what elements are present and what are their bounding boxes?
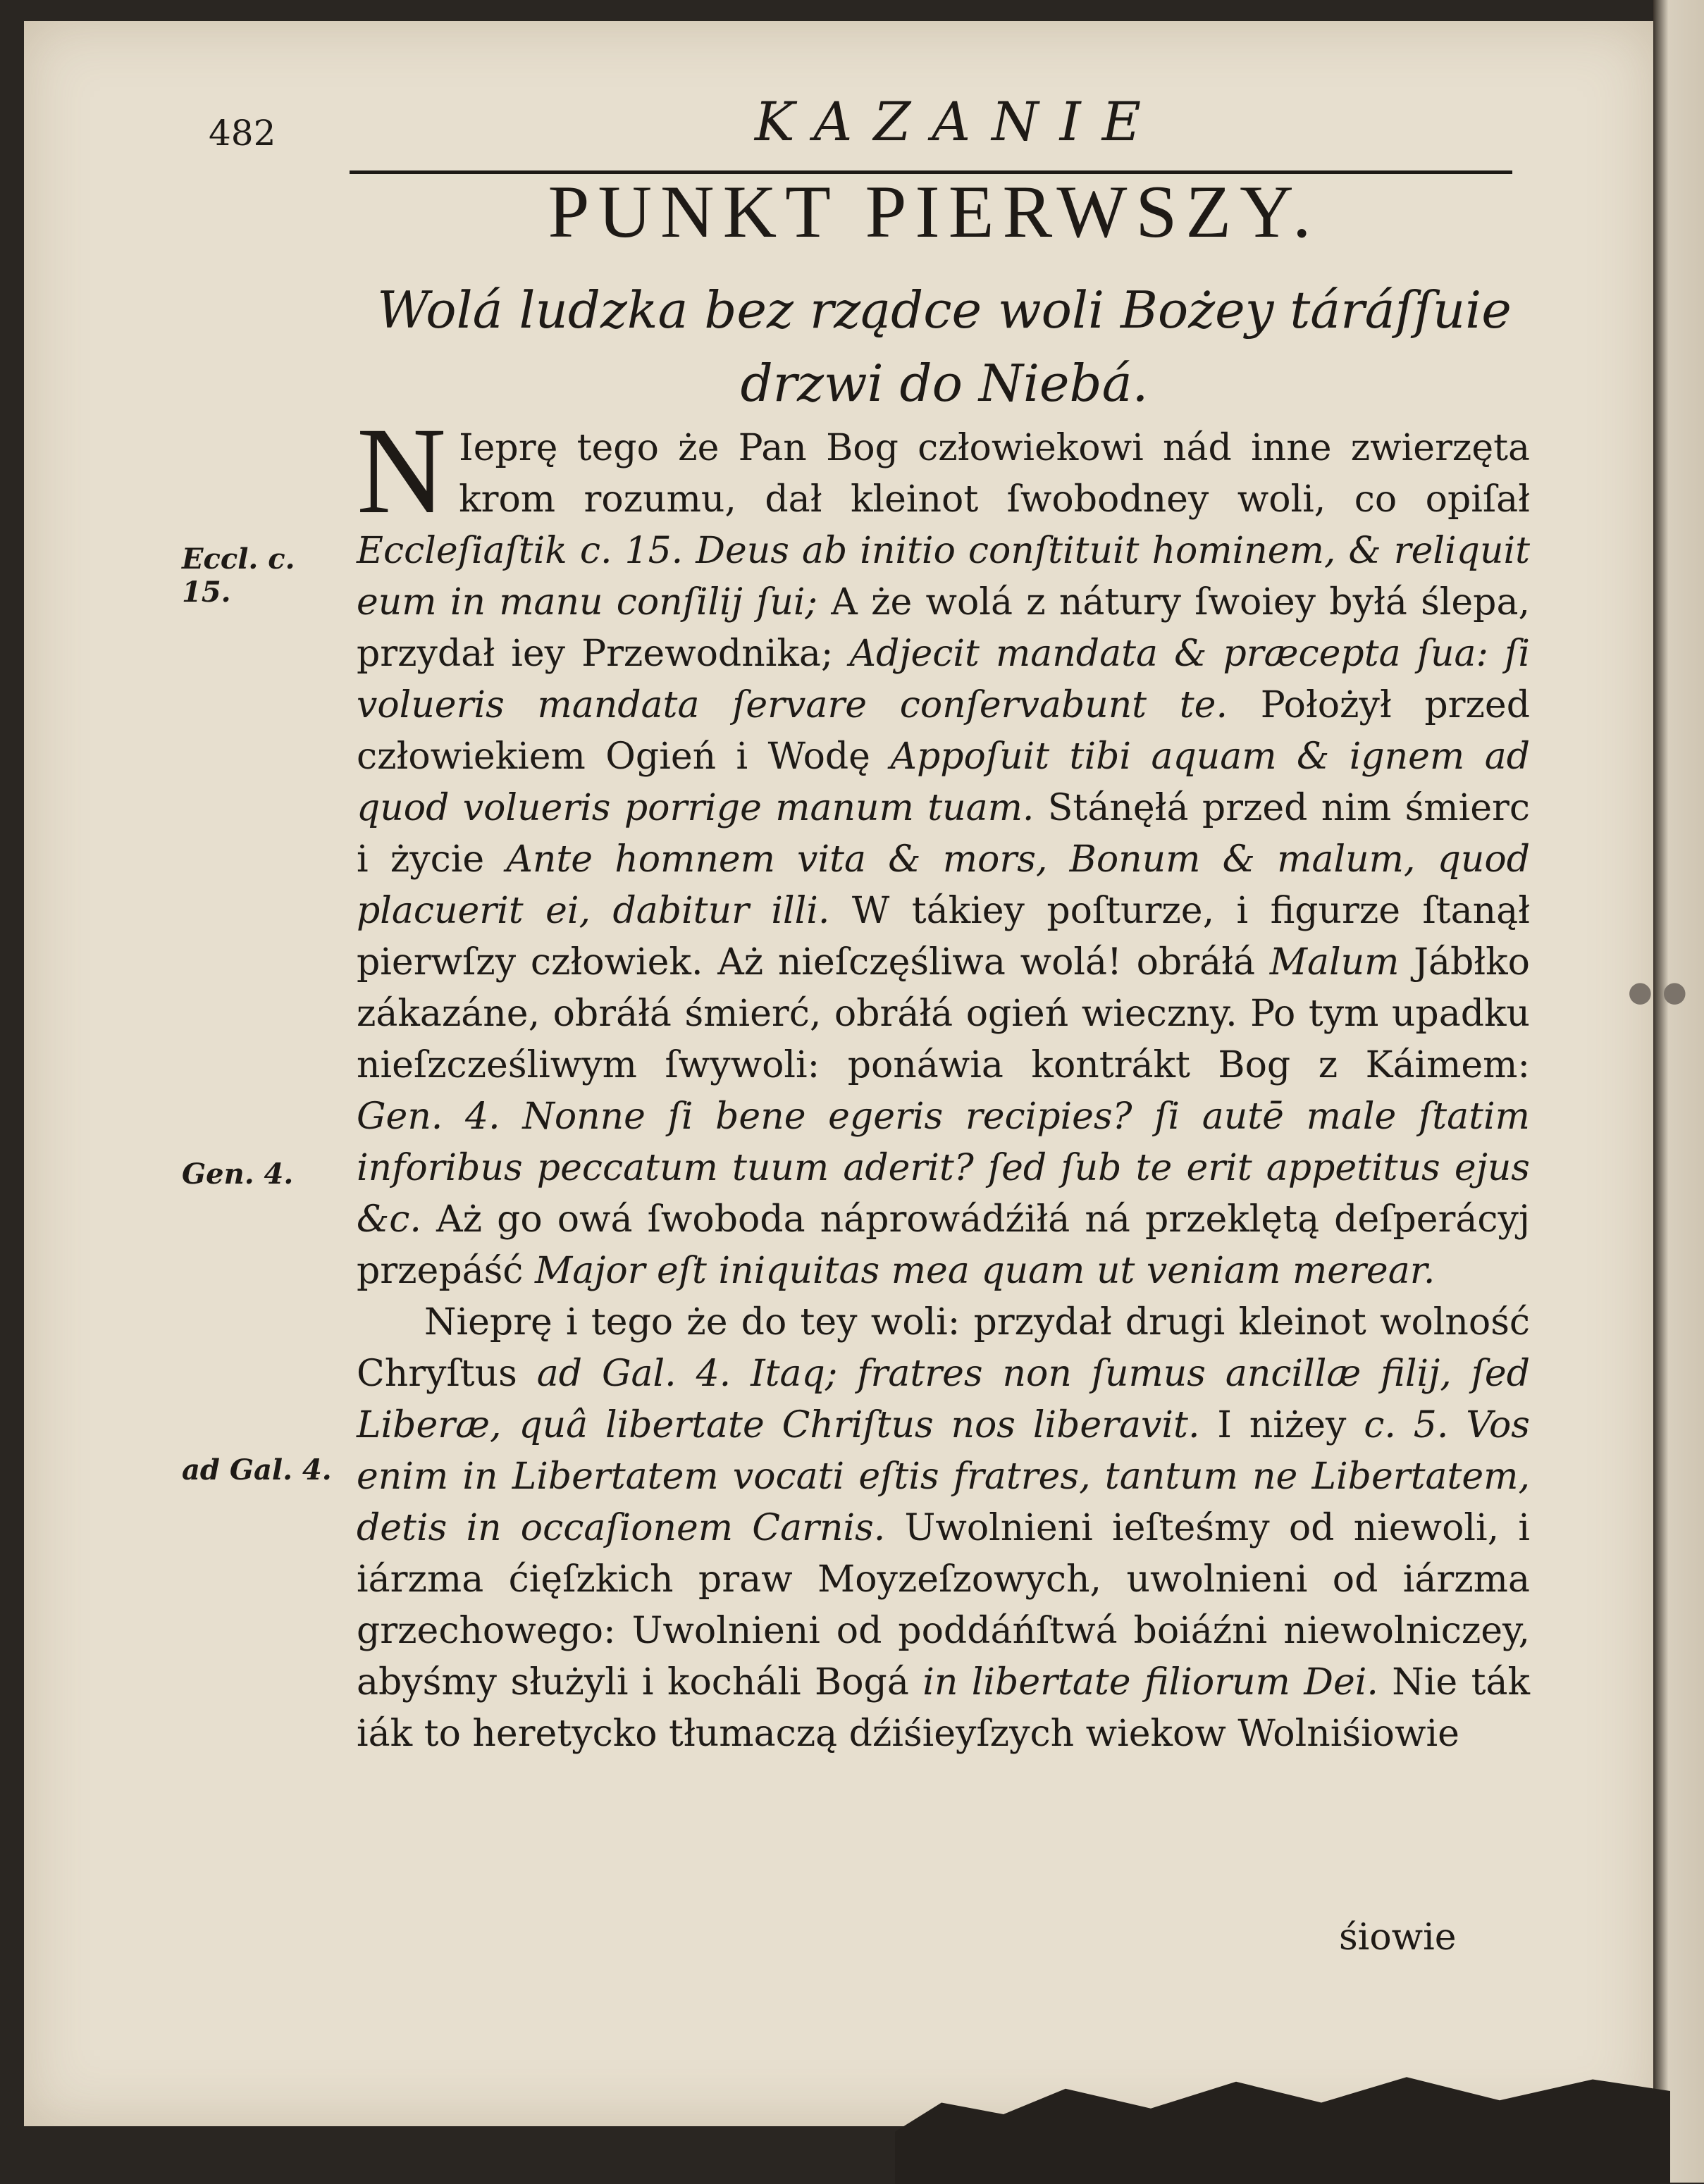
next-page-edge [1653, 0, 1704, 2183]
body-text [357, 402, 1531, 1760]
drop-cap: N [357, 402, 447, 540]
polish-text: Jábłko zákazáne, obráłá śmierć, obráłá ogień wieczny. Po tym upadku nieſzcześliwym ſwywoli: ponáwia kontrákt Bog z Káimem: [357, 941, 1530, 1086]
polish-text: Aż go owá ſwoboda náprowádźiłá ná przeklętą deſperácyj przepáść [357, 1198, 1530, 1292]
latin-quote: Appoſuit tibi aquam & ignem ad quod volueris porrige manum tuam. [357, 736, 1530, 829]
polish-text: Nie ták iák to heretycko tłumaczą dźiśieyſzych wiekow Wolniśiowie [357, 1661, 1531, 1755]
catchword: śiowie [1339, 1916, 1457, 1959]
section-title: PUNKT PIERWSZY. [548, 170, 1320, 253]
paragraph-2 [357, 1297, 1530, 1760]
polish-text: Położył przed człowiekiem Ogień i Wodę [357, 684, 1530, 778]
subtitle-line-1: Wolá ludzka bez rządce woli Bożey táráſſuie [377, 280, 1512, 340]
latin-quote: Eccleſiaſtik c. 15. Deus ab initio conſtituit hominem, & reliquit eum in manu conſilij ſui; [357, 530, 1530, 623]
polish-text: Stánęłá przed nim śmierc i życie [357, 787, 1530, 881]
polish-text: Ieprę tego że Pan Bog człowiekowi nád inne zwierzęta krom rozumu, dał kleinot ſwobodney woli, co opiſał [459, 427, 1530, 521]
running-head: KAZANIE [754, 90, 1163, 153]
polish-text: A że wolá z nátury ſwoiey byłá ślepa, przydał iey Przewodnika; [357, 581, 1530, 675]
polish-text: Nieprę i tego że do tey woli: przydał drugi kleinot wolność Chryſtus [357, 1301, 1530, 1395]
latin-quote: c. 5. Vos enim in Libertatem vocati eſtis fratres, tantum ne Libertatem, detis in occaſionem Carnis. [357, 1404, 1530, 1549]
latin-quote: Major eſt iniquitas mea quam ut veniam merear. [534, 1250, 1436, 1292]
margin-note: ad Gal. 4. [182, 1453, 332, 1487]
polish-text: I niżey [1199, 1404, 1364, 1446]
latin-quote: Malum [1269, 941, 1400, 984]
latin-quote: in libertate filiorum Dei. [922, 1661, 1378, 1704]
page-number: 482 [209, 113, 276, 154]
section-subtitle [352, 273, 1536, 420]
polish-text: W tákiey poſturze, i figurze ſtanął pierwſzy człowiek. Aż nieſczęśliwa wolá! obráłá [357, 890, 1530, 984]
edge-dots-decoration: ●● [1628, 976, 1697, 1008]
margin-note: Eccl. c. 15. [182, 542, 295, 609]
latin-quote: Gen. 4. Nonne ſi bene egeris recipies? ſi autē male ſtatim inforibus peccatum tuum aderit? ſed ſub te erit appetitus ejus &c. [357, 1096, 1530, 1241]
paragraph-1 [357, 402, 1530, 1297]
polish-text: Uwolnieni ieſteśmy od niewoli, i iárzma ćięſzkich praw Moyzeſzowych, uwolnieni od iárzma grzechowego: Uwolnieni od poddáńſtwá boiáźni niewolniczey, abyśmy służyli i kocháli Bogá [357, 1507, 1530, 1704]
latin-quote: Adjecit mandata & præcepta ſua: ſi volueris mandata ſervare conſervabunt te. [357, 633, 1530, 726]
latin-quote: Ante homnem vita & mors, Bonum & malum, quod placuerit ei, dabitur illi. [357, 838, 1530, 932]
latin-quote: ad Gal. 4. Itaq; fratres non ſumus ancillæ filij, ſed Liberæ, quâ libertate Chriſtus nos liberavit. [357, 1353, 1530, 1446]
margin-note: Gen. 4. [182, 1158, 294, 1191]
subtitle-line-2: drzwi do Niebá. [740, 354, 1149, 413]
